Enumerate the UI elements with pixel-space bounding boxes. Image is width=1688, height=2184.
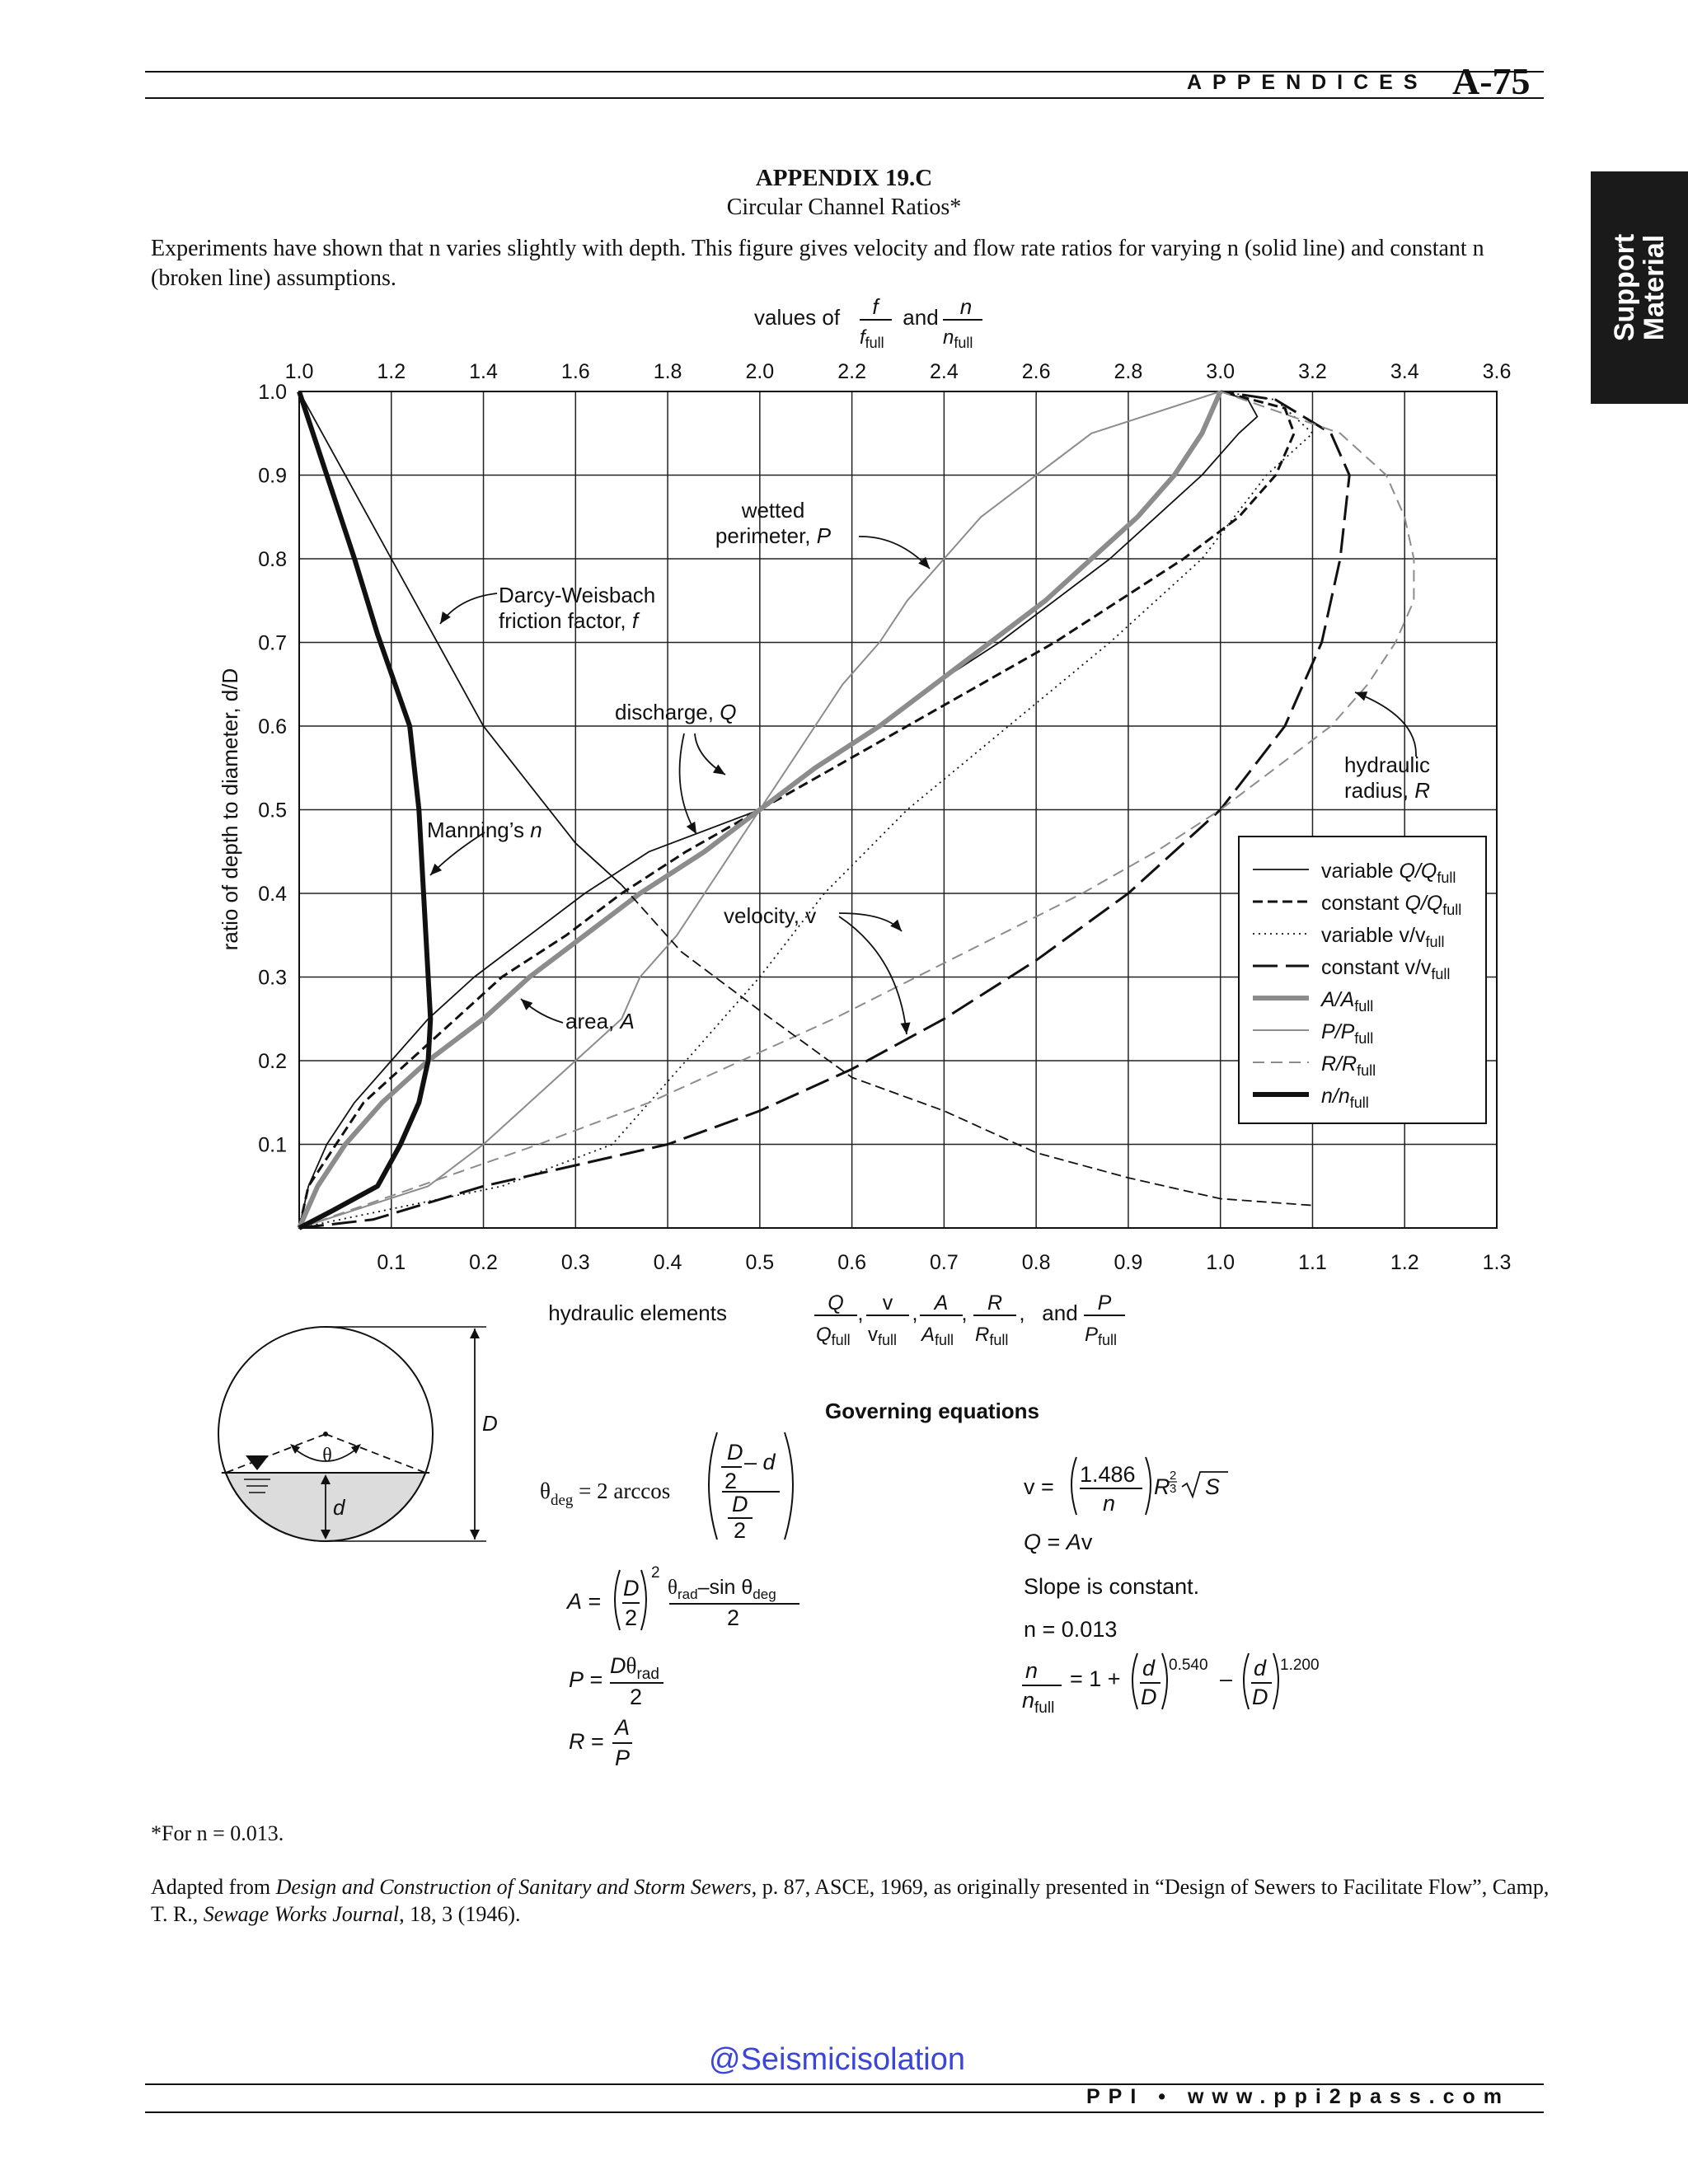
bottom-tick-label: 1.1 xyxy=(1298,1251,1327,1274)
y-tick-label: 0.8 xyxy=(258,548,287,571)
annotation-label: Darcy-Weisbach xyxy=(499,583,656,607)
svg-text:3: 3 xyxy=(1170,1482,1177,1496)
top-tick-label: 3.2 xyxy=(1298,360,1327,383)
flow-equation: Q = Av xyxy=(1024,1530,1093,1554)
bottom-axis-frac-num: Q xyxy=(828,1291,844,1315)
bottom-axis-frac-num: R xyxy=(987,1291,1003,1315)
top-tick-label: 3.6 xyxy=(1482,360,1512,383)
annotation-label: Manning’s n xyxy=(427,818,542,842)
bottom-tick-label: 0.2 xyxy=(469,1251,498,1274)
legend-entry: variable $v/v_{full}$ xyxy=(1321,924,1445,950)
svg-text:n: n xyxy=(1025,1658,1039,1683)
top-tick-label: 1.2 xyxy=(377,360,406,383)
appendix-title: APPENDIX 19.C xyxy=(755,165,933,191)
top-tick-label: 2.4 xyxy=(930,360,959,383)
legend-entry: constant $Q/Q_{full}$ xyxy=(1321,892,1462,918)
bottom-axis-frac-den: $R_{full}$ xyxy=(975,1324,1009,1348)
annotation-label: discharge, Q xyxy=(615,700,737,724)
top-axis-frac-f-den: $f_{full}$ xyxy=(860,326,884,351)
bottom-axis-frac-den: $P_{full}$ xyxy=(1085,1324,1118,1348)
footer-text: PPI • www.ppi2pass.com xyxy=(1086,2085,1511,2108)
n-value: n = 0.013 xyxy=(1024,1617,1118,1642)
svg-text:A: A xyxy=(615,1715,631,1740)
legend-entry: variable $Q/Q_{full}$ xyxy=(1321,860,1456,886)
radius-equation xyxy=(569,1715,632,1770)
annotation-label: radius, R xyxy=(1343,778,1431,803)
annotation-label: wetted xyxy=(741,498,805,523)
depth-label: d xyxy=(333,1495,345,1520)
legend-entry: $P/P_{full}$ xyxy=(1321,1020,1374,1047)
top-tick-label: 1.8 xyxy=(653,360,682,383)
velocity-equation xyxy=(1024,1457,1228,1516)
svg-text:0.540: 0.540 xyxy=(1169,1657,1208,1674)
svg-text:R =: R = xyxy=(569,1729,604,1754)
svg-text:–: – xyxy=(1220,1666,1233,1691)
bottom-axis-frac-den: $Q_{full}$ xyxy=(816,1324,851,1348)
svg-text:v =: v = xyxy=(1024,1474,1054,1499)
n-ratio-equation xyxy=(1022,1653,1320,1717)
intro-paragraph: Experiments have shown that n varies slightly with depth. This figure gives velocity and flow rate ratios for varying n (solid line) and constant n (broken line) assumptions. xyxy=(151,236,1484,291)
perimeter-equation xyxy=(569,1653,663,1709)
header-page-number: A-75 xyxy=(1452,60,1531,102)
bottom-axis-label: hydraulic elements xyxy=(548,1301,727,1325)
svg-text:Dθrad: $D\theta_{rad}$ xyxy=(610,1653,659,1683)
svg-text:2: 2 xyxy=(727,1605,740,1630)
footnote: *For n = 0.013. xyxy=(151,1821,284,1845)
y-tick-label: 0.3 xyxy=(258,966,287,990)
side-tab-line1: Support xyxy=(1609,233,1640,342)
svg-text:1.486: 1.486 xyxy=(1080,1462,1136,1487)
y-axis-label: ratio of depth to diameter, d/D xyxy=(218,668,242,951)
svg-text:D: D xyxy=(727,1440,743,1465)
svg-text:P: P xyxy=(615,1746,631,1770)
bottom-axis-frac-num: A xyxy=(934,1291,949,1315)
equations-heading: Governing equations xyxy=(824,1399,1040,1423)
top-tick-label: 3.4 xyxy=(1390,360,1419,383)
theta-label: θ xyxy=(322,1445,332,1466)
top-axis-and: and xyxy=(903,305,939,330)
diameter-label: D xyxy=(482,1411,498,1436)
svg-text:D: D xyxy=(732,1492,748,1516)
svg-text:θrad–sin θdeg: $\theta_{rad}-\sin$ $\theta_{deg}$ xyxy=(668,1576,776,1602)
annotation-label: hydraulic xyxy=(1343,752,1431,777)
source-note: Adapted from Design and Construction of Sanitary and Storm Sewers, p. 87, ASCE, 1969, as originally presented in “Design of Sewers to Facilitate Flow”, Camp, T. R., Sewage Works Journal, 18, 3 (1946). xyxy=(151,1875,1550,1926)
svg-text:1.200: 1.200 xyxy=(1280,1657,1320,1674)
bottom-axis-frac-num: P xyxy=(1097,1291,1112,1315)
watermark: @Seismicisolation xyxy=(709,2042,966,2077)
slope-note: Slope is constant. xyxy=(1024,1574,1200,1599)
y-tick-label: 0.5 xyxy=(258,799,287,823)
top-tick-label: 3.0 xyxy=(1206,360,1236,383)
svg-text:2: 2 xyxy=(630,1685,643,1709)
svg-text:n: n xyxy=(1103,1491,1116,1516)
comma: , xyxy=(961,1301,968,1325)
svg-text:d: d xyxy=(1254,1656,1267,1680)
legend-entry: constant $v/v_{full}$ xyxy=(1321,956,1451,982)
footer-rule-bottom xyxy=(145,2111,1544,2113)
svg-text:= 1 +: = 1 + xyxy=(1070,1666,1121,1691)
legend-entry: $n/n_{full}$ xyxy=(1321,1085,1369,1111)
bottom-axis-frac-num: v xyxy=(882,1291,893,1315)
theta-equation xyxy=(540,1432,793,1543)
svg-text:S: S xyxy=(1205,1474,1221,1499)
svg-text:D: D xyxy=(1252,1685,1268,1709)
y-tick-label: 0.2 xyxy=(258,1050,287,1073)
appendix-subtitle: Circular Channel Ratios* xyxy=(726,194,962,220)
bottom-axis-and: and xyxy=(1042,1301,1078,1325)
bottom-tick-label: 0.4 xyxy=(653,1251,682,1274)
y-tick-label: 0.7 xyxy=(258,631,287,655)
y-tick-label: 1.0 xyxy=(258,381,287,404)
y-tick-label: 0.4 xyxy=(258,883,287,906)
annotation-label: velocity, v xyxy=(724,903,817,928)
svg-text:P =: P = xyxy=(569,1667,603,1692)
top-axis-frac-n-den: $n_{full}$ xyxy=(943,326,973,351)
svg-text:2: 2 xyxy=(625,1605,638,1630)
bottom-axis-frac-den: $A_{full}$ xyxy=(921,1324,954,1348)
legend-entry: $R/R_{full}$ xyxy=(1321,1052,1376,1079)
bottom-tick-label: 0.6 xyxy=(837,1251,866,1274)
bottom-tick-label: 0.5 xyxy=(745,1251,775,1274)
comma: , xyxy=(857,1301,864,1325)
bottom-axis-frac-den: $v_{full}$ xyxy=(868,1324,898,1348)
top-tick-label: 2.0 xyxy=(745,360,775,383)
top-axis-frac-n-num: n xyxy=(959,294,973,319)
svg-text:D: D xyxy=(1141,1685,1157,1709)
top-tick-label: 1.4 xyxy=(469,360,498,383)
comma: , xyxy=(912,1301,918,1325)
svg-text:2: 2 xyxy=(734,1518,747,1543)
svg-text:R: R xyxy=(1154,1474,1170,1499)
top-axis-frac-f-num: f xyxy=(872,294,879,319)
bottom-tick-label: 1.0 xyxy=(1206,1251,1236,1274)
svg-text:nfull: $n_{full}$ xyxy=(1022,1688,1055,1717)
svg-text:2: 2 xyxy=(651,1564,660,1582)
svg-text:2: 2 xyxy=(1170,1469,1177,1483)
top-tick-label: 2.8 xyxy=(1114,360,1143,383)
y-tick-label: 0.9 xyxy=(258,464,287,488)
top-tick-label: 2.2 xyxy=(837,360,866,383)
top-axis-label: values of xyxy=(754,305,841,330)
bottom-tick-label: 0.7 xyxy=(930,1251,959,1274)
svg-text:D: D xyxy=(623,1576,640,1601)
bottom-tick-label: 0.3 xyxy=(560,1251,590,1274)
y-tick-label: 0.1 xyxy=(258,1133,287,1157)
y-tick-label: 0.6 xyxy=(258,715,287,738)
top-tick-label: 1.0 xyxy=(284,360,314,383)
top-tick-label: 2.6 xyxy=(1021,360,1051,383)
svg-text:θdeg = 2 arccos: $\theta_{deg} = 2$ arccos xyxy=(540,1479,671,1509)
annotation-label: perimeter, P xyxy=(715,523,832,548)
svg-text:d: d xyxy=(1142,1656,1156,1680)
annotation-label: area, A xyxy=(565,1009,635,1033)
header-section-title: APPENDICES xyxy=(1187,71,1428,94)
side-tab-line2: Material xyxy=(1639,234,1670,341)
svg-text:A =: A = xyxy=(567,1589,602,1614)
legend-entry: $A/A_{full}$ xyxy=(1321,988,1374,1015)
annotation-label: friction factor, f xyxy=(499,608,639,633)
bottom-tick-label: 0.1 xyxy=(377,1251,406,1274)
top-tick-label: 1.6 xyxy=(560,360,590,383)
bottom-tick-label: 1.2 xyxy=(1390,1251,1419,1274)
svg-text:2: 2 xyxy=(724,1469,738,1493)
bottom-tick-label: 1.3 xyxy=(1482,1251,1512,1274)
bottom-tick-label: 0.8 xyxy=(1021,1251,1051,1274)
area-equation xyxy=(565,1564,799,1630)
svg-text:– d: – d xyxy=(744,1450,776,1474)
comma: , xyxy=(1019,1301,1025,1325)
bottom-tick-label: 0.9 xyxy=(1114,1251,1143,1274)
